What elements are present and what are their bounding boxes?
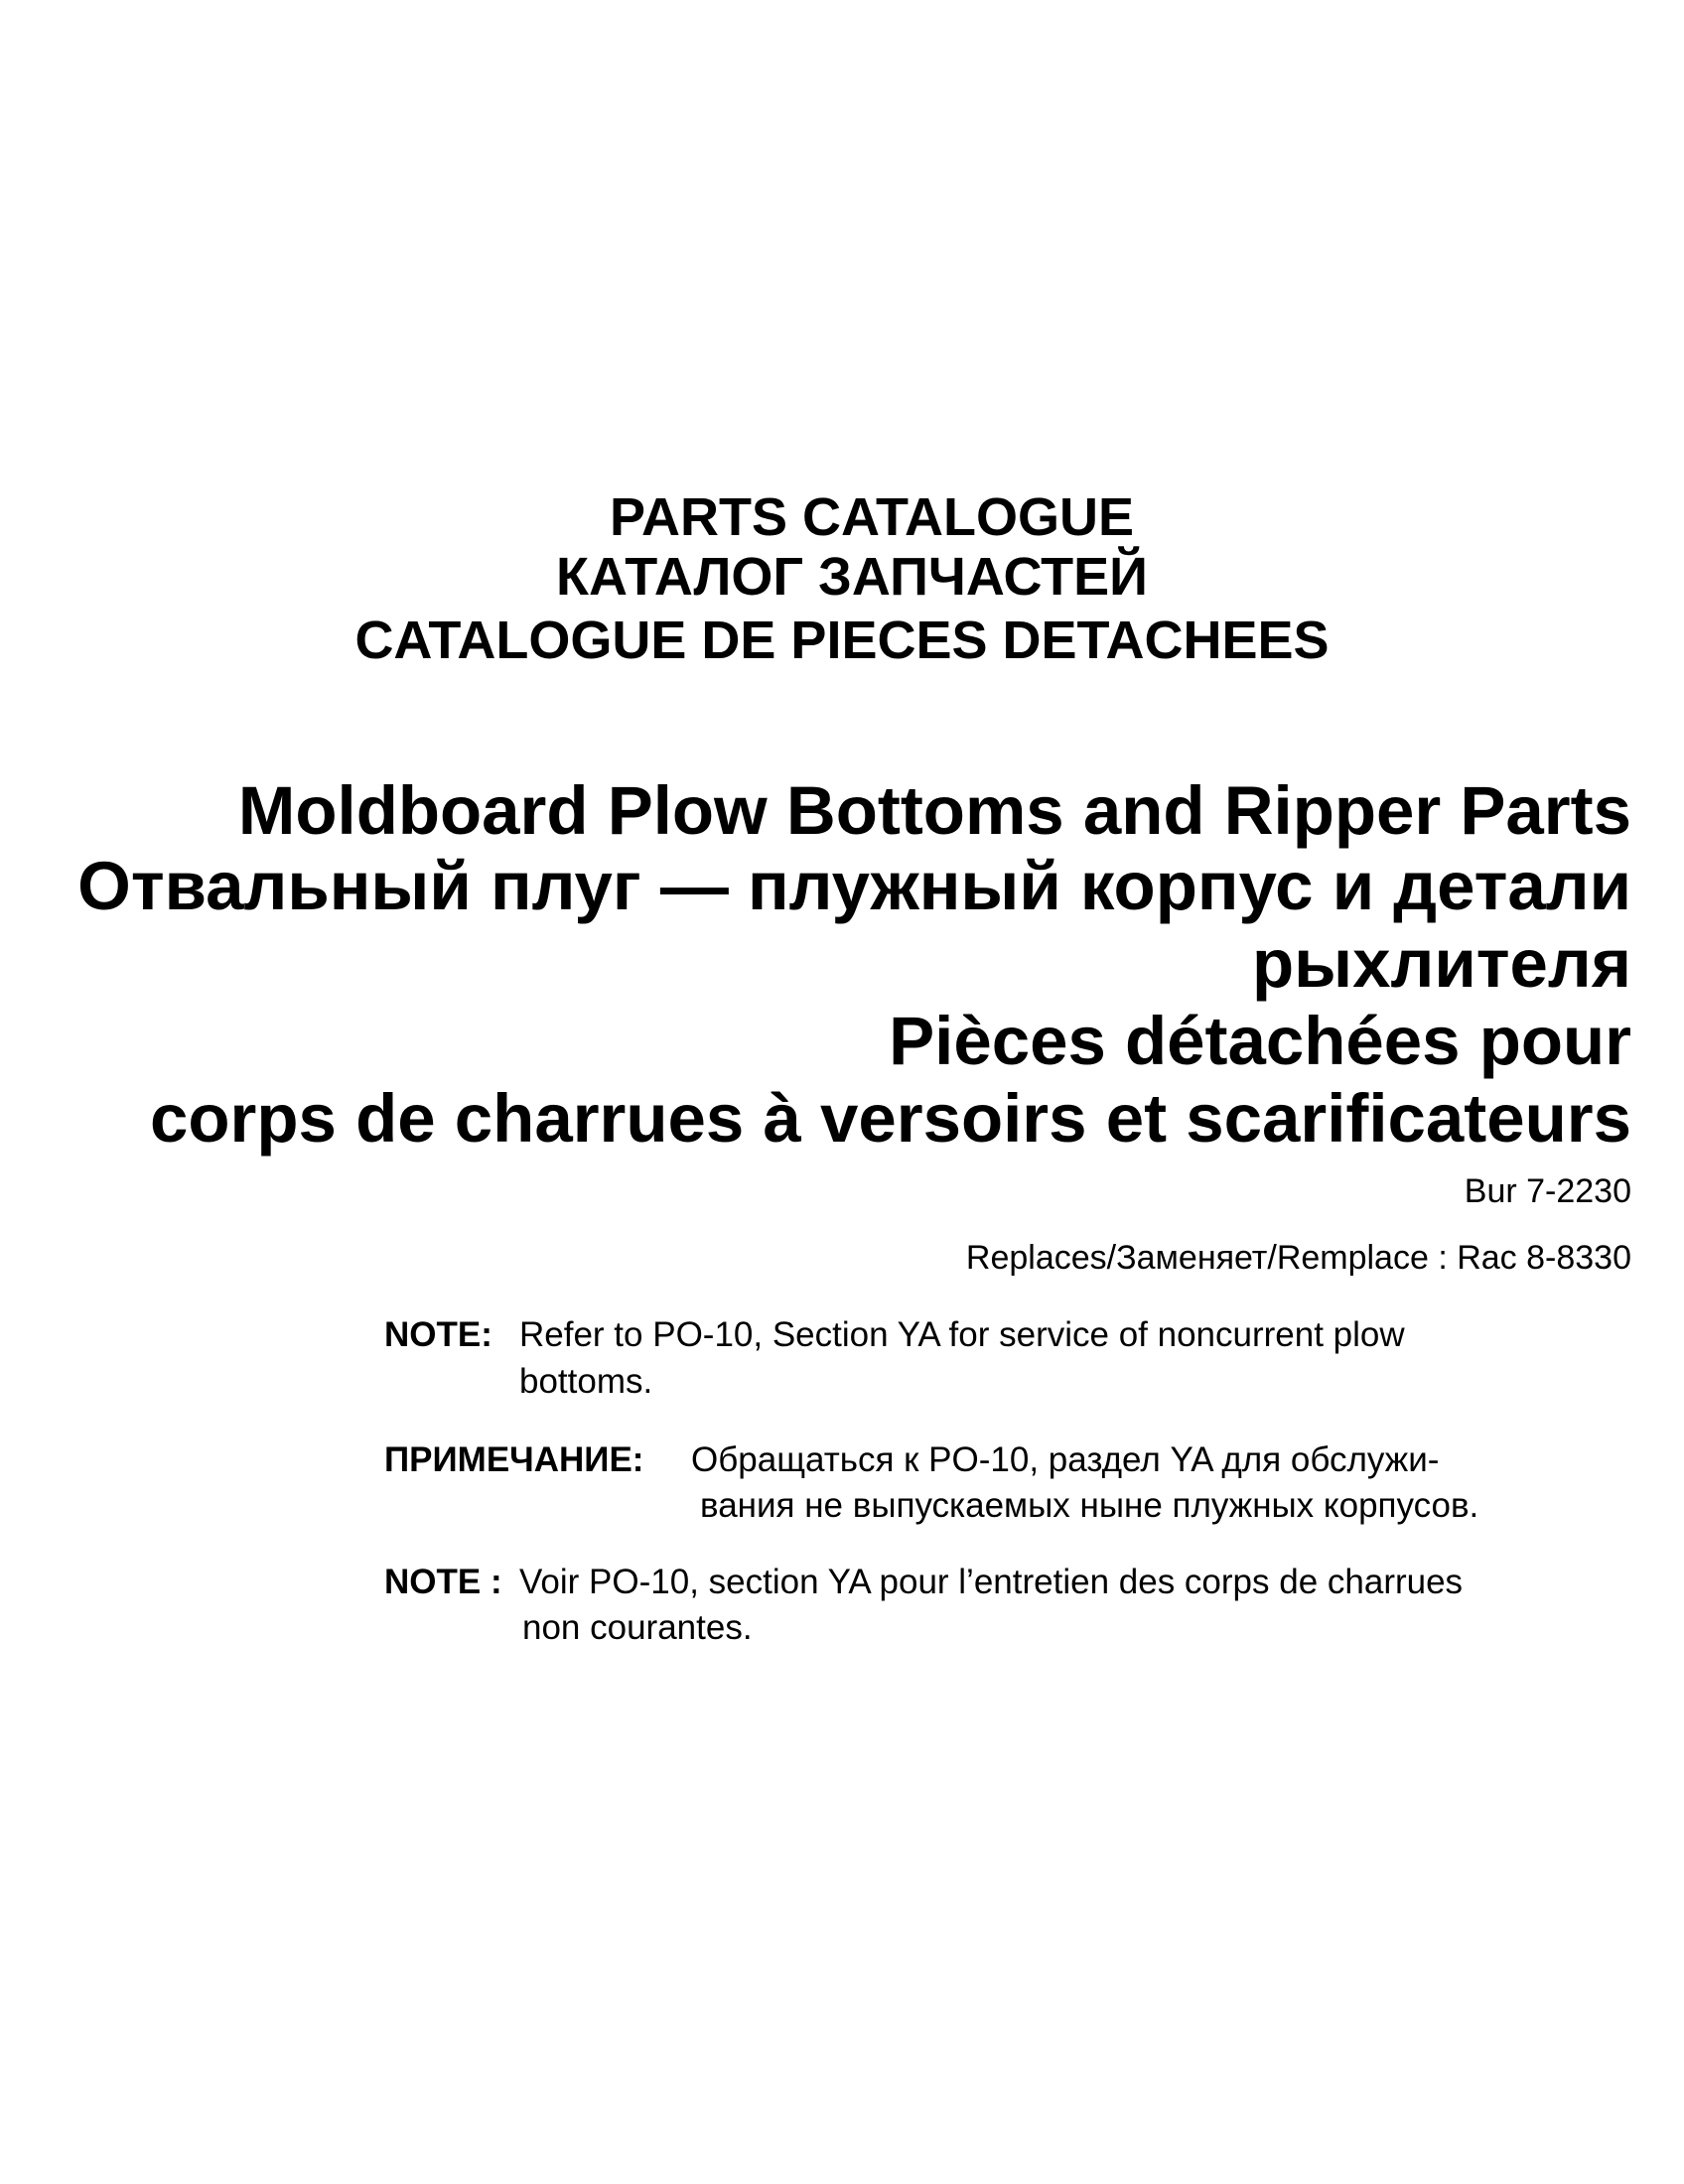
- header-english: PARTS CATALOGUE: [610, 487, 1134, 547]
- note-russian: [384, 1442, 643, 1477]
- note-french-line2: non courantes.: [522, 1608, 753, 1647]
- note-label: NOTE :: [384, 1563, 502, 1601]
- note-label: ПРИМЕЧАНИЕ:: [384, 1440, 644, 1479]
- title-russian-line1: Отвальный плуг — плужный корпус и детали: [77, 848, 1631, 924]
- document-number: Bur 7-2230: [1464, 1172, 1631, 1210]
- note-english-line2: bottoms.: [519, 1362, 653, 1401]
- note-french-line1: Voir PO-10, section YA pour l’entretien des corps de charrues: [519, 1563, 1464, 1601]
- title-french-line1: Pièces détachées pour: [889, 1003, 1631, 1079]
- header-russian: КАТАЛОГ ЗАПЧАСТЕЙ: [555, 547, 1148, 607]
- note-english: [384, 1317, 492, 1352]
- note-russian-line2: вания не выпускаемых ныне плужных корпусов.: [700, 1486, 1479, 1525]
- header-french: CATALOGUE DE PIECES DETACHEES: [354, 611, 1330, 670]
- title-russian-line2: рыхлителя: [1252, 925, 1631, 1002]
- note-french: [384, 1565, 502, 1599]
- title-english: Moldboard Plow Bottoms and Ripper Parts: [237, 772, 1631, 849]
- title-french-line2: corps de charrues à versoirs et scarificateurs: [150, 1080, 1631, 1157]
- note-english-line1: Refer to PO-10, Section YA for service of noncurrent plow: [519, 1315, 1405, 1354]
- note-russian-line1: Обращаться к PO-10, раздел YA для обслужи-: [691, 1440, 1440, 1479]
- note-label: NOTE:: [384, 1315, 492, 1354]
- replaces-reference: Replaces/Заменяет/Remplace : Rac 8-8330: [965, 1239, 1631, 1277]
